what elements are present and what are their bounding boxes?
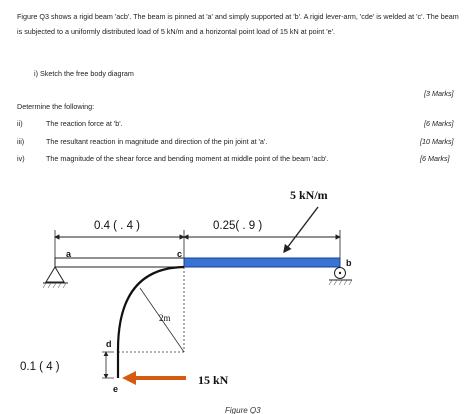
item-iii-text: The resultant reaction in magnitude and direction of the pin joint at 'a'. bbox=[46, 137, 268, 146]
item-iii-marks: [10 Marks] bbox=[420, 137, 454, 146]
dim-de-label: 0.1 ( 4 ) bbox=[20, 361, 60, 373]
determine-heading: Determine the following: bbox=[17, 102, 95, 111]
pin-support-a bbox=[43, 267, 68, 288]
label-e: e bbox=[113, 384, 119, 394]
item-ii-number: ii) bbox=[17, 119, 23, 128]
dim-cb-label: 0.25( . 9 ) bbox=[213, 220, 263, 232]
question-intro: Figure Q3 shows a rigid beam 'acb'. The beam is pinned at 'a' and simply supported at 'b'. A rigid lever-arm, 'cde' is welded at 'c'. The beam is subjected to a uniformly distributed load of 5 kN/m and a horizontal point load of 15 kN at point 'e'. bbox=[17, 12, 459, 36]
part-i-text: i) Sketch the free body diagram bbox=[34, 69, 134, 78]
beam-segment-ac bbox=[55, 258, 184, 267]
item-iv-marks: [6 Marks] bbox=[420, 154, 450, 163]
radius-label: 2m bbox=[159, 313, 171, 323]
udl-arrow bbox=[284, 207, 318, 252]
beam-segment-cb bbox=[184, 258, 340, 267]
roller-support-b bbox=[329, 268, 352, 286]
item-iv-text: The magnitude of the shear force and bending moment at middle point of the beam 'acb'. bbox=[46, 154, 329, 163]
part-i-marks: [3 Marks] bbox=[424, 89, 454, 98]
label-c: c bbox=[177, 249, 183, 259]
force-arrow-head bbox=[122, 371, 136, 385]
dim-ac-label: 0.4 ( . 4 ) bbox=[94, 220, 141, 232]
item-iv-number: iv) bbox=[17, 154, 25, 163]
label-b: b bbox=[346, 258, 352, 268]
udl-label: 5 kN/m bbox=[290, 188, 328, 202]
item-ii-text: The reaction force at 'b'. bbox=[46, 119, 123, 128]
label-d: d bbox=[106, 339, 112, 349]
figure-caption: Figure Q3 bbox=[225, 406, 261, 414]
label-a: a bbox=[66, 249, 72, 259]
force-label: 15 kN bbox=[198, 373, 229, 387]
item-iii-number: iii) bbox=[17, 137, 25, 146]
item-ii-marks: [6 Marks] bbox=[424, 119, 454, 128]
